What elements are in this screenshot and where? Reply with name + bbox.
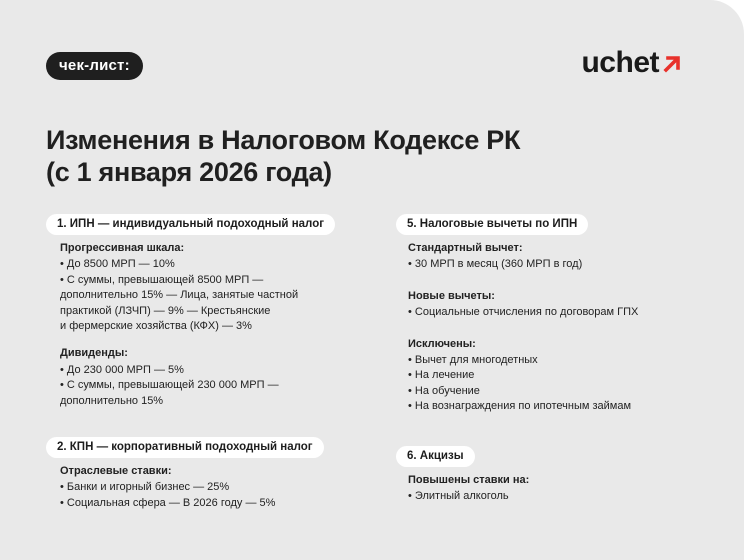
excise-heading: Повышены ставки на: [408, 474, 530, 486]
list-item: • На вознаграждения по ипотечным займам [408, 399, 708, 414]
list-item: • До 8500 МРП — 10% [60, 257, 360, 272]
list-item: • 30 МРП в месяц (360 МРП в год) [408, 257, 708, 272]
list-item: • До 230 000 МРП — 5% [60, 363, 360, 378]
section-deductions-body [408, 241, 708, 415]
list-item: • Социальные отчисления по договорам ГПХ [408, 305, 708, 320]
list-item: • Элитный алкоголь [408, 489, 708, 504]
list-item-cont: практикой (ЛЗЧП) — 9% — Крестьянские [60, 304, 271, 317]
title-line-2: (с 1 января 2026 года) [46, 157, 332, 187]
list-item: • На лечение [408, 368, 708, 383]
checklist-tag: чек-лист: [46, 52, 143, 80]
logo-text: uchet [581, 46, 659, 79]
section-deductions-title: 5. Налоговые вычеты по ИПН [396, 214, 588, 235]
section-kpn-title: 2. КПН — корпоративный подоходный налог [46, 437, 324, 458]
page-title [46, 124, 520, 188]
uchet-logo[interactable] [581, 46, 682, 80]
arrow-up-right-icon [662, 54, 682, 74]
list-item-cont: дополнительно 15% [60, 394, 164, 407]
list-item: • Вычет для многодетных [408, 353, 708, 368]
list-item: • С суммы, превышающей 230 000 МРП — [60, 378, 360, 393]
title-line-1: Изменения в Налоговом Кодексе РК [46, 125, 521, 155]
list-item: • Социальная сфера — В 2026 году — 5% [60, 496, 360, 511]
excluded-heading: Исключены: [408, 337, 476, 350]
ipn-scale-heading: Прогрессивная шкала: [60, 242, 185, 254]
list-item: • На обучение [408, 384, 708, 399]
list-item: • С суммы, превышающей 8500 МРП — [60, 273, 360, 288]
list-item-cont: дополнительно 15% — Лица, занятые частной [60, 289, 299, 302]
section-ipn-title: 1. ИПН — индивидуальный подоходный налог [46, 214, 335, 235]
ipn-dividends-heading: Дивиденды: [60, 347, 128, 360]
list-item-cont: и фермерские хозяйства (КФХ) — 3% [60, 320, 252, 333]
section-ipn-body [60, 241, 360, 409]
section-kpn-body [60, 464, 360, 511]
kpn-rates-heading: Отраслевые ставки: [60, 465, 172, 477]
standard-deduction-heading: Стандартный вычет: [408, 242, 523, 254]
new-deductions-heading: Новые вычеты: [408, 289, 495, 302]
section-excise-body [408, 473, 708, 505]
section-excise-title: 6. Акцизы [396, 446, 475, 467]
list-item: • Банки и игорный бизнес — 25% [60, 480, 360, 495]
